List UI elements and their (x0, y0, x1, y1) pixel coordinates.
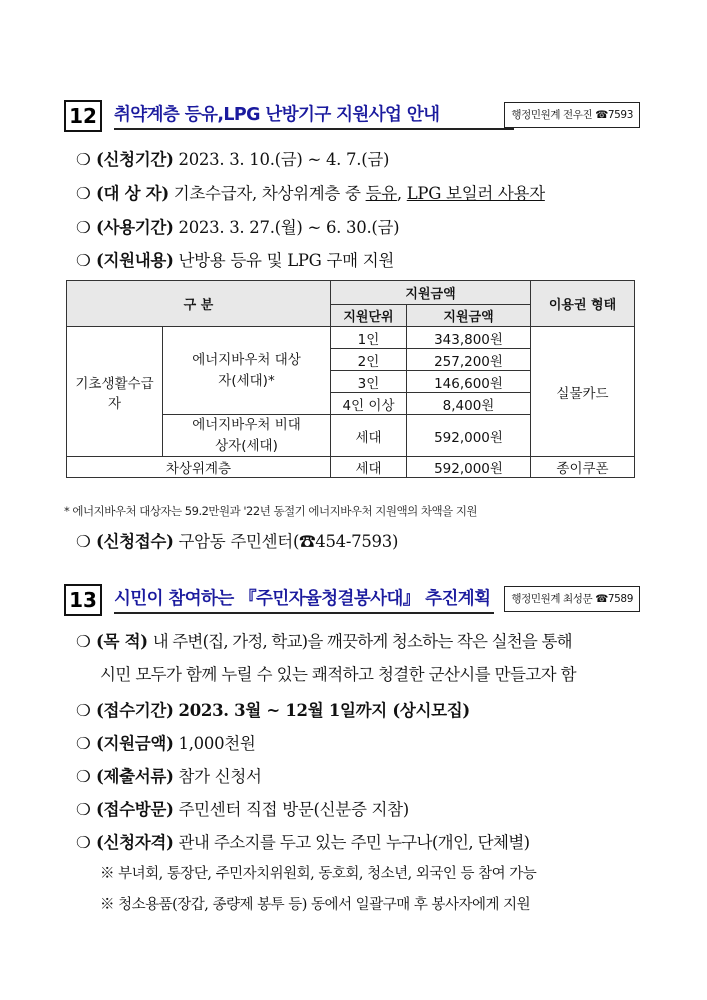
item-text: 주민센터 직접 방문(신분증 지참) (178, 800, 409, 819)
item-label: (제출서류) (96, 767, 174, 786)
amount-cell: 146,600원 (407, 371, 531, 393)
amount-cell: 592,000원 (407, 415, 531, 457)
bullet-icon: ❍ (76, 184, 91, 203)
contact-box: 행정민원계 최성문 ☎7589 (504, 586, 640, 612)
item-text: 참가 신청서 (178, 767, 262, 786)
amount-cell: 8,400원 (407, 393, 531, 415)
item-visit (76, 796, 409, 820)
section-number: 12 (64, 100, 102, 132)
bullet-icon: ❍ (76, 532, 91, 551)
contact-box: 행정민원계 전우진 ☎7593 (504, 102, 640, 128)
item-label: (사용기간) (96, 218, 174, 237)
energy-voucher-label: 에너지바우처 대상자(세대)* (163, 327, 331, 415)
purpose-continuation: 시민 모두가 함께 누릴 수 있는 쾌적하고 청결한 군산시를 만들고자 함 (100, 665, 576, 684)
bullet-icon: ❍ (76, 632, 91, 651)
unit-cell: 세대 (331, 457, 407, 478)
item-label: (신청접수) (96, 532, 174, 551)
voucher-type-cell: 실물카드 (531, 327, 635, 457)
item-text: 난방용 등유 및 LPG 구매 지원 (178, 251, 394, 270)
title-underline (114, 128, 514, 130)
bullet-icon: ❍ (76, 251, 91, 270)
section-number: 13 (64, 584, 102, 616)
bullet-icon: ❍ (76, 734, 91, 753)
amount-cell: 592,000원 (407, 457, 531, 478)
item-support-content (76, 247, 394, 271)
header-category: 구 분 (67, 281, 331, 327)
item-reception-period (76, 697, 470, 721)
item-text: 구암동 주민센터(☎454-7593) (178, 532, 399, 551)
unit-cell: 1인 (331, 327, 407, 349)
item-text: 기초수급자, 차상위계층 중 (173, 184, 366, 203)
item-text: 관내 주소지를 두고 있는 주민 누구나(개인, 단체별) (178, 833, 530, 852)
item-label: (신청기간) (96, 150, 174, 169)
item-label: (대 상 자) (96, 184, 169, 203)
item-text: 2023. 3. 10.(금) ~ 4. 7.(금) (178, 150, 390, 169)
footnote: * 에너지바우처 대상자는 59.2만원과 '22년 동절기 에너지바우처 지원액의 차액을 지원 (64, 504, 478, 518)
section-12-header (64, 100, 640, 132)
bullet-icon: ❍ (76, 767, 91, 786)
item-text-underlined: 등유 (365, 184, 397, 203)
item-text: 내 주변(집, 가정, 학교)을 깨끗하게 청소하는 작은 실천을 통해 (152, 632, 572, 651)
unit-cell: 2인 (331, 349, 407, 371)
item-label: (목 적) (96, 632, 148, 651)
item-text: 1,000천원 (178, 734, 256, 753)
item-text: 2023. 3월 ~ 12월 1일까지 (상시모집) (178, 701, 470, 720)
non-voucher-label: 에너지바우처 비대상자(세대) (163, 415, 331, 457)
item-text: 2023. 3. 27.(월) ~ 6. 30.(금) (178, 218, 400, 237)
item-eligibility (76, 829, 530, 853)
header-unit: 지원단위 (331, 305, 407, 327)
item-support-amount (76, 730, 256, 754)
item-label: (지원금액) (96, 734, 174, 753)
item-apply (76, 528, 398, 552)
item-text: , (396, 184, 407, 203)
item-usage-period (76, 214, 399, 238)
support-amount-table (66, 280, 635, 478)
near-poor-label: 차상위계층 (67, 457, 331, 478)
item-text-underlined: LPG 보일러 사용자 (406, 184, 545, 203)
note-participants: ※ 부녀회, 통장단, 주민자치위원회, 동호회, 청소년, 외국인 등 참여 가능 (100, 866, 537, 882)
item-application-period (76, 146, 389, 170)
amount-cell: 257,200원 (407, 349, 531, 371)
item-label: (신청자격) (96, 833, 174, 852)
bullet-icon: ❍ (76, 150, 91, 169)
unit-cell: 4인 이상 (331, 393, 407, 415)
item-documents (76, 763, 262, 787)
bullet-icon: ❍ (76, 833, 91, 852)
item-purpose (76, 628, 572, 652)
bullet-icon: ❍ (76, 701, 91, 720)
note-supplies: ※ 청소용품(장갑, 종량제 봉투 등) 동에서 일괄구매 후 봉사자에게 지원 (100, 897, 531, 913)
header-amount-group: 지원금액 (331, 281, 531, 305)
unit-cell: 세대 (331, 415, 407, 457)
section-title: 취약계층 등유,LPG 난방기구 지원사업 안내 (114, 105, 440, 125)
voucher-type-cell: 종이쿠폰 (531, 457, 635, 478)
section-13-header (64, 584, 640, 616)
header-amount: 지원금액 (407, 305, 531, 327)
group-label: 기초생활수급자 (67, 327, 163, 457)
bullet-icon: ❍ (76, 800, 91, 819)
section-title: 시민이 참여하는 『주민자율청결봉사대』 추진계획 (114, 589, 491, 609)
item-label: (접수방문) (96, 800, 174, 819)
item-label: (지원내용) (96, 251, 174, 270)
unit-cell: 3인 (331, 371, 407, 393)
item-target (76, 180, 545, 204)
amount-cell: 343,800원 (407, 327, 531, 349)
header-voucher-type: 이용권 형태 (531, 281, 635, 327)
title-underline (114, 612, 494, 614)
item-label: (접수기간) (96, 701, 174, 720)
bullet-icon: ❍ (76, 218, 91, 237)
